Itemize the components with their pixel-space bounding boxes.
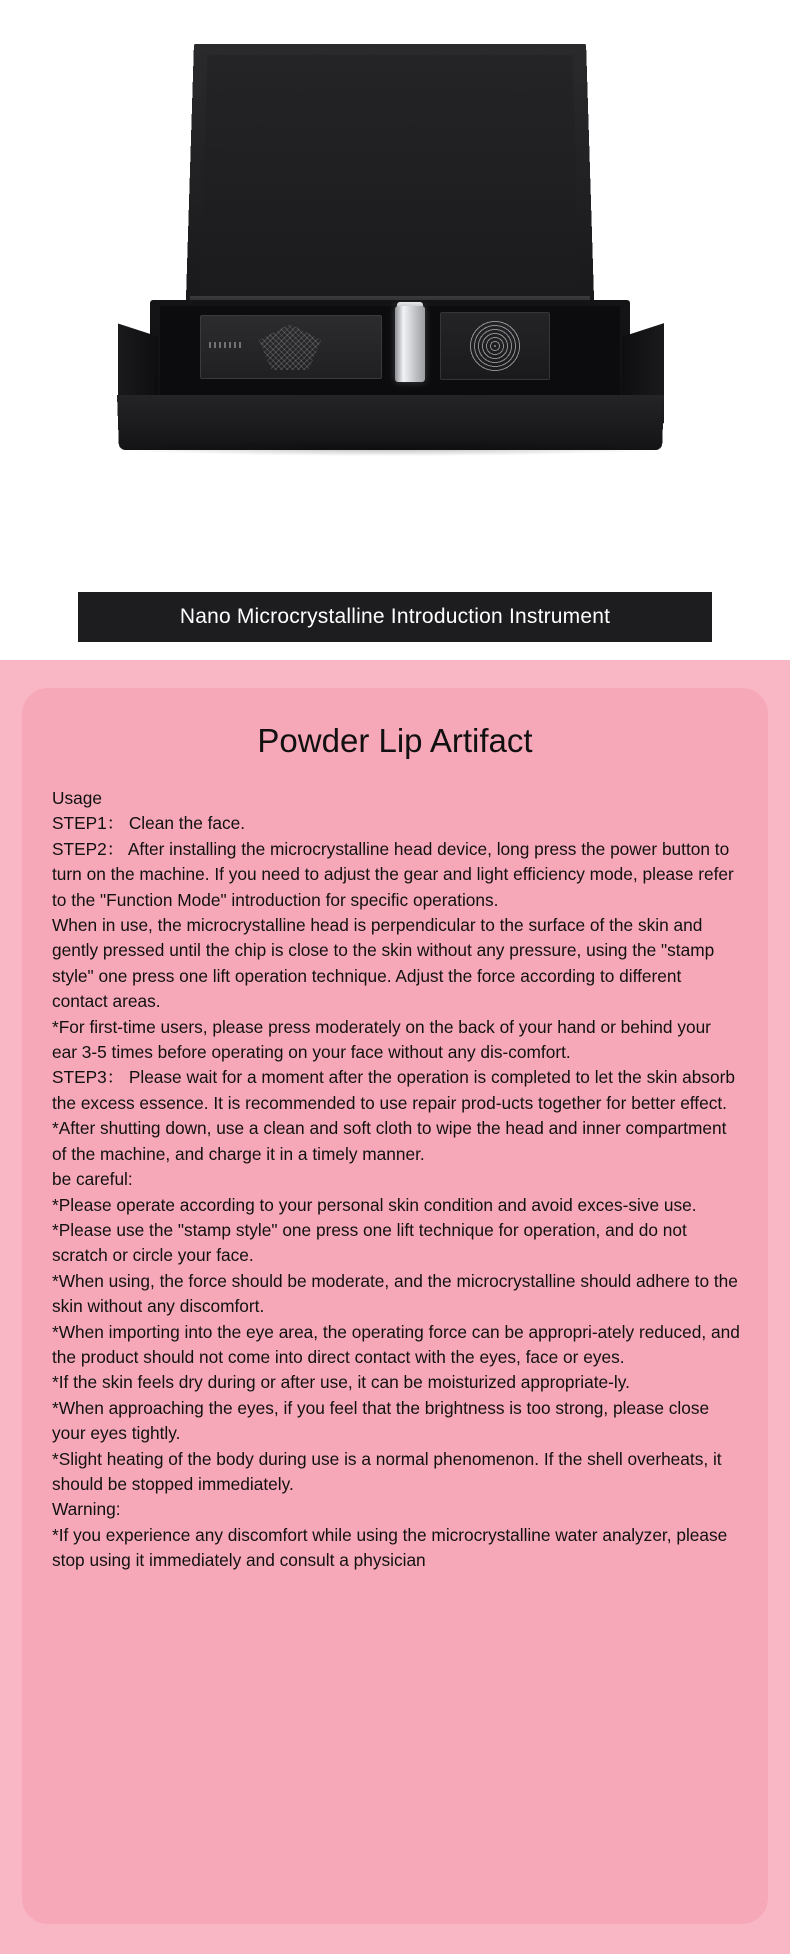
instructions-paragraph: *Slight heating of the body during use is a normal phenomenon. If the shell overheats, it should be stopped immediately. [52,1448,722,1494]
instructions-paragraph: Warning: [52,1499,121,1520]
instructions-paragraph: *Please use the "stamp style" one press one lift technique for operation, and do not scratch or circle your face. [52,1219,687,1266]
instructions-section [0,660,790,1954]
instructions-paragraph: be careful: [52,1169,133,1190]
card-text-lines [209,342,243,348]
instructions-paragraph: *If you experience any discomfort while using the microcrystalline water analyzer, please stop using it immediately and consult a physician [52,1524,728,1571]
gift-box-lid-inner [200,55,580,301]
instructions-paragraph: *For first-time users, please press moderately on the back of your hand or behind your ear 3-5 times before operating on your face without any dis-comfort. [52,1016,711,1063]
instructions-card [22,688,768,1924]
microcrystalline-chip-head-icon [440,312,550,380]
instructions-body [52,786,740,1574]
instructions-paragraph: *After shutting down, use a clean and soft cloth to wipe the head and inner compartment of the machine, and charge it in a timely manner. [52,1118,727,1164]
page-title: Powder Lip Artifact [257,722,533,759]
instructions-paragraph: When in use, the microcrystalline head is perpendicular to the surface of the skin and gently pressed until the chip is close to the skin without any pressure, using the "stamp style" one press one lift operation technique. Adjust the force according to different contact areas. [52,915,715,1012]
instruction-card-icon [200,315,382,379]
instructions-paragraph: *When importing into the eye area, the operating force can be appropri-ately reduced, and the product should not come into direct contact with the eyes, face or eyes. [52,1321,740,1367]
card-emblem-icon [259,324,321,370]
product-photo-stage [0,0,790,590]
product-caption-bar [78,592,712,642]
metallic-wand-device-icon [395,306,425,382]
chip-rings-icon [469,320,521,372]
instructions-paragraph: *When using, the force should be moderate, and the microcrystalline should adhere to the skin without any discomfort. [52,1270,738,1317]
product-caption-text: Nano Microcrystalline Introduction Instrument [179,605,611,628]
instructions-paragraph: STEP3： Please wait for a moment after the operation is completed to let the skin absorb the excess essence. It is recommended to use repair prod-ucts together for better effect. [52,1067,735,1113]
instructions-paragraph: *When approaching the eyes, if you feel that the brightness is too strong, please close your eyes tightly. [52,1397,710,1444]
instructions-paragraph: *If the skin feels dry during or after use, it can be moisturized appropriate-ly. [52,1372,630,1393]
product-shadow [120,440,660,456]
instructions-paragraph: *Please operate according to your personal skin condition and avoid exces-sive use. [52,1194,697,1215]
instructions-paragraph: STEP1： Clean the face. [52,813,246,834]
hero-product-photo [0,0,790,660]
gift-box-lid-icon [186,44,594,302]
instructions-paragraph: STEP2： After installing the microcrystalline head device, long press the power button to turn on the machine. If you need to adjust the gear and light efficiency mode, please refer to the "Function Mode" introduction for specific operations. [52,838,734,910]
instructions-paragraph: Usage [52,788,102,808]
